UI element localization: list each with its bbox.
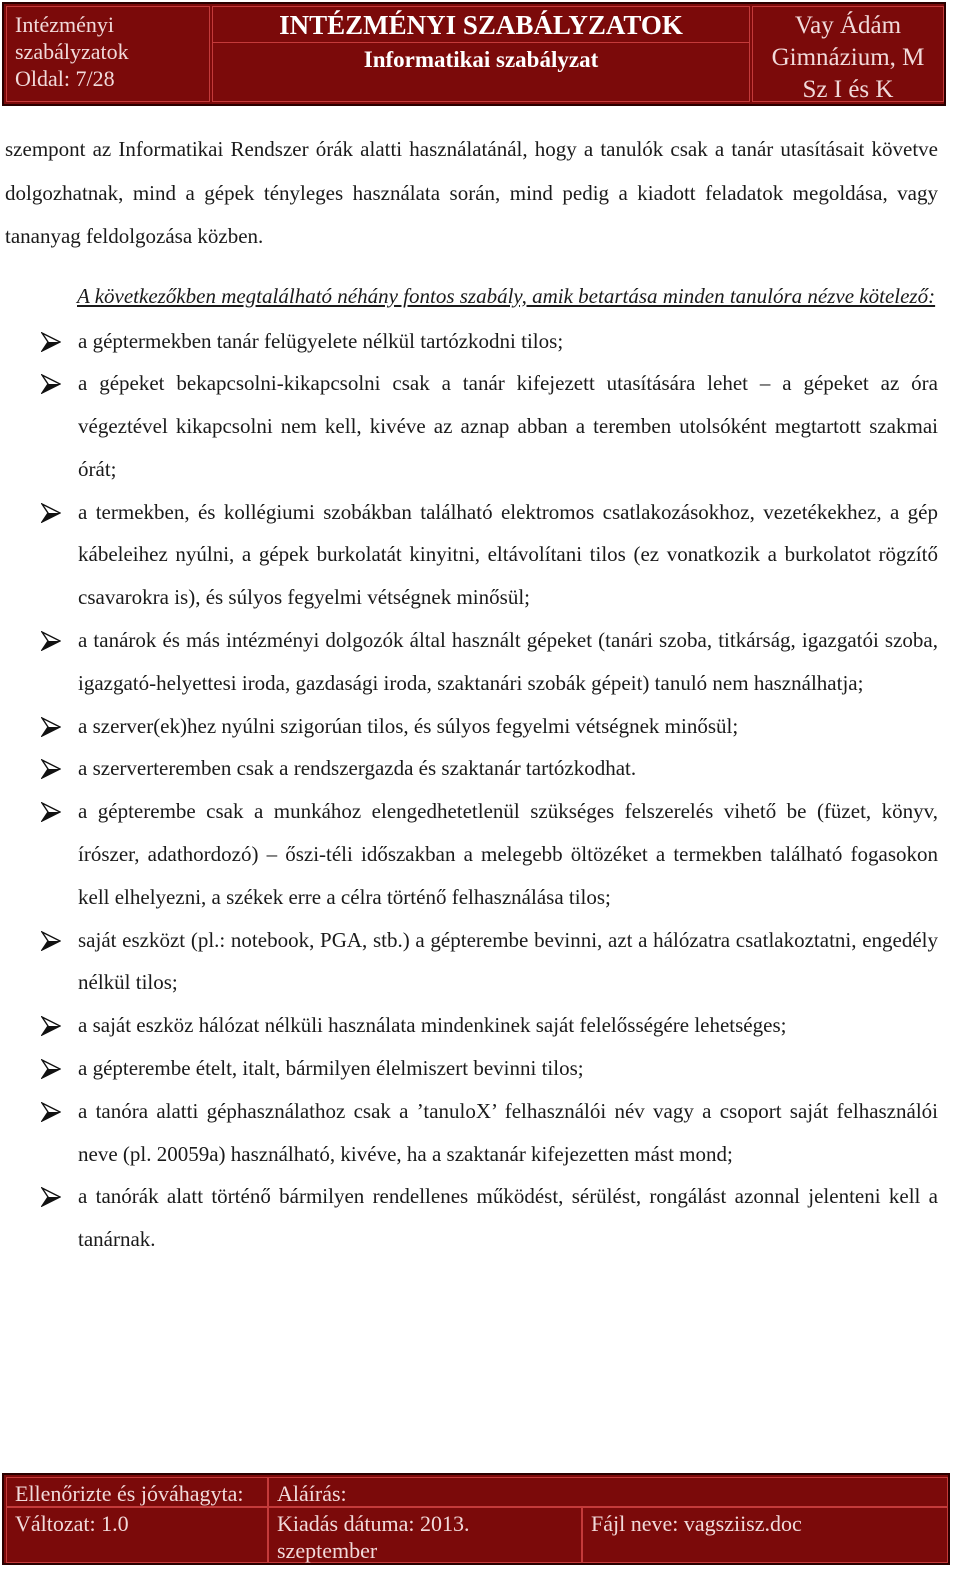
arrowhead-bullet-icon [41, 802, 61, 822]
header-title-block [212, 6, 750, 102]
rule-item-text: a tanárok és más intézményi dolgozók által használt gépeket (tanári szoba, titkárság, igazgatói szoba, igazgató-helyettesi iroda, gazdasági iroda, szaktanári szobák gépeit) tanuló nem használhatja; [78, 628, 938, 695]
footer-signature-label: Aláírás: [268, 1477, 948, 1507]
arrowhead-bullet-icon [41, 717, 61, 737]
rule-item-text: a saját eszköz hálózat nélküli használata mindenkinek saját felelősségére lehetséges; [78, 1013, 787, 1038]
page-header [2, 2, 946, 106]
rule-item [5, 619, 938, 705]
rule-item [5, 1175, 938, 1261]
header-institution-line3: Sz I és K [802, 76, 894, 103]
footer-version: Változat: 1.0 [6, 1507, 268, 1563]
rule-item [5, 1090, 938, 1176]
rule-item [5, 919, 938, 1005]
header-doc-type-line2: szabályzatok [15, 39, 129, 64]
footer-issue-date: Kiadás dátuma: 2013. szeptember [268, 1507, 582, 1563]
arrowhead-bullet-icon [41, 503, 61, 523]
header-doc-type-line1: Intézményi [15, 12, 114, 37]
header-institution-line1: Vay Ádám [794, 12, 902, 39]
arrowhead-bullet-icon [41, 1059, 61, 1079]
header-document-info [6, 6, 210, 102]
header-page-number: Oldal: 7/28 [15, 66, 115, 91]
rule-item-text: a termekben, és kollégiumi szobákban található elektromos csatlakozásokhoz, vezetékekhez, a gép kábeleihez nyúlni, a gépek burkolatát kinyitni, eltávolítani tilos (ez vonatkozik a burkolatot rögzítő csavarokra is), és súlyos fegyelmi vétségnek minősül; [78, 499, 938, 610]
rule-item-text: a szerver(ek)hez nyúlni szigorúan tilos, és súlyos fegyelmi vétségnek minősül; [78, 713, 739, 738]
arrowhead-bullet-icon [41, 1102, 61, 1122]
arrowhead-bullet-icon [41, 1016, 61, 1036]
rules-intro [5, 269, 938, 324]
arrowhead-bullet-icon [41, 931, 61, 951]
rules-list [5, 320, 938, 1262]
arrowhead-bullet-icon [41, 332, 61, 352]
rule-item [5, 1047, 938, 1090]
arrowhead-bullet-icon [41, 631, 61, 651]
document-body [5, 128, 938, 1261]
rule-item-text: a szerverteremben csak a rendszergazda és szaktanár tartózkodhat. [78, 756, 637, 781]
rule-item-text: a gépterembe ételt, italt, bármilyen élelmiszert bevinni tilos; [78, 1056, 584, 1081]
body-paragraph: szempont az Informatikai Rendszer órák alatti használatánál, hogy a tanulók csak a tanár utasításait követve dolgozhatnak, mind a gépek tényleges használata során, mind pedig a kiadott feladatok megoldása, vagy tananyag feldolgozása közben. [5, 137, 938, 248]
rule-item-text: a géptermekben tanár felügyelete nélkül tartózkodni tilos; [78, 328, 564, 353]
header-title: INTÉZMÉNYI SZABÁLYZATOK [279, 10, 683, 40]
rule-item [5, 1004, 938, 1047]
footer-approved-label: Ellenőrizte és jóváhagyta: [6, 1477, 268, 1507]
rule-item [5, 491, 938, 619]
header-institution [752, 6, 944, 102]
rule-item-text: a tanóra alatti géphasználathoz csak a ’tanuloX’ felhasználói név vagy a csoport saját felhasználói neve (pl. 20059a) használható, kivéve, ha a szaktanár kifejezetten mást mond; [78, 1098, 938, 1166]
footer-file-name: Fájl neve: vagsziisz.doc [582, 1507, 948, 1563]
rule-item [5, 705, 938, 748]
rule-item-text: a gépterembe csak a munkához elengedhetetlenül szükséges felszerelés vihető be (füzet, könyv, írószer, adathordozó) – őszi-téli időszakban a melegebb öltözéket a termekben található fogasokon kell elhelyezni, a székek erre a célra történő felhasználása tilos; [78, 799, 938, 909]
rule-item-text: a tanórák alatt történő bármilyen rendellenes működést, sérülést, rongálást azonnal jelenteni kell a tanárnak. [78, 1184, 938, 1252]
rule-item [5, 747, 938, 790]
arrowhead-bullet-icon [41, 374, 61, 394]
rule-item [5, 320, 938, 363]
arrowhead-bullet-icon [41, 759, 61, 779]
header-institution-line2: Gimnázium, M [771, 44, 925, 71]
page-footer [2, 1473, 950, 1565]
rule-item-text: saját eszközt (pl.: notebook, PGA, stb.) a gépterembe bevinni, azt a hálózatra csatlakoztatni, engedély nélkül tilos; [78, 927, 938, 995]
rules-intro-text: A következőkben megtalálható néhány fontos szabály, amik betartása minden tanulóra nézve kötelező: [77, 283, 936, 308]
arrowhead-bullet-icon [41, 1187, 61, 1207]
header-subtitle: Informatikai szabályzat [213, 42, 749, 75]
rule-item [5, 362, 938, 490]
rule-item-text: a gépeket bekapcsolni-kikapcsolni csak a tanár kifejezett utasítására lehet – a gépeket az óra végeztével kikapcsolni nem kell, kivéve az aznap abban a teremben utolsóként megtartott szakmai órát; [78, 371, 938, 481]
rule-item [5, 790, 938, 918]
